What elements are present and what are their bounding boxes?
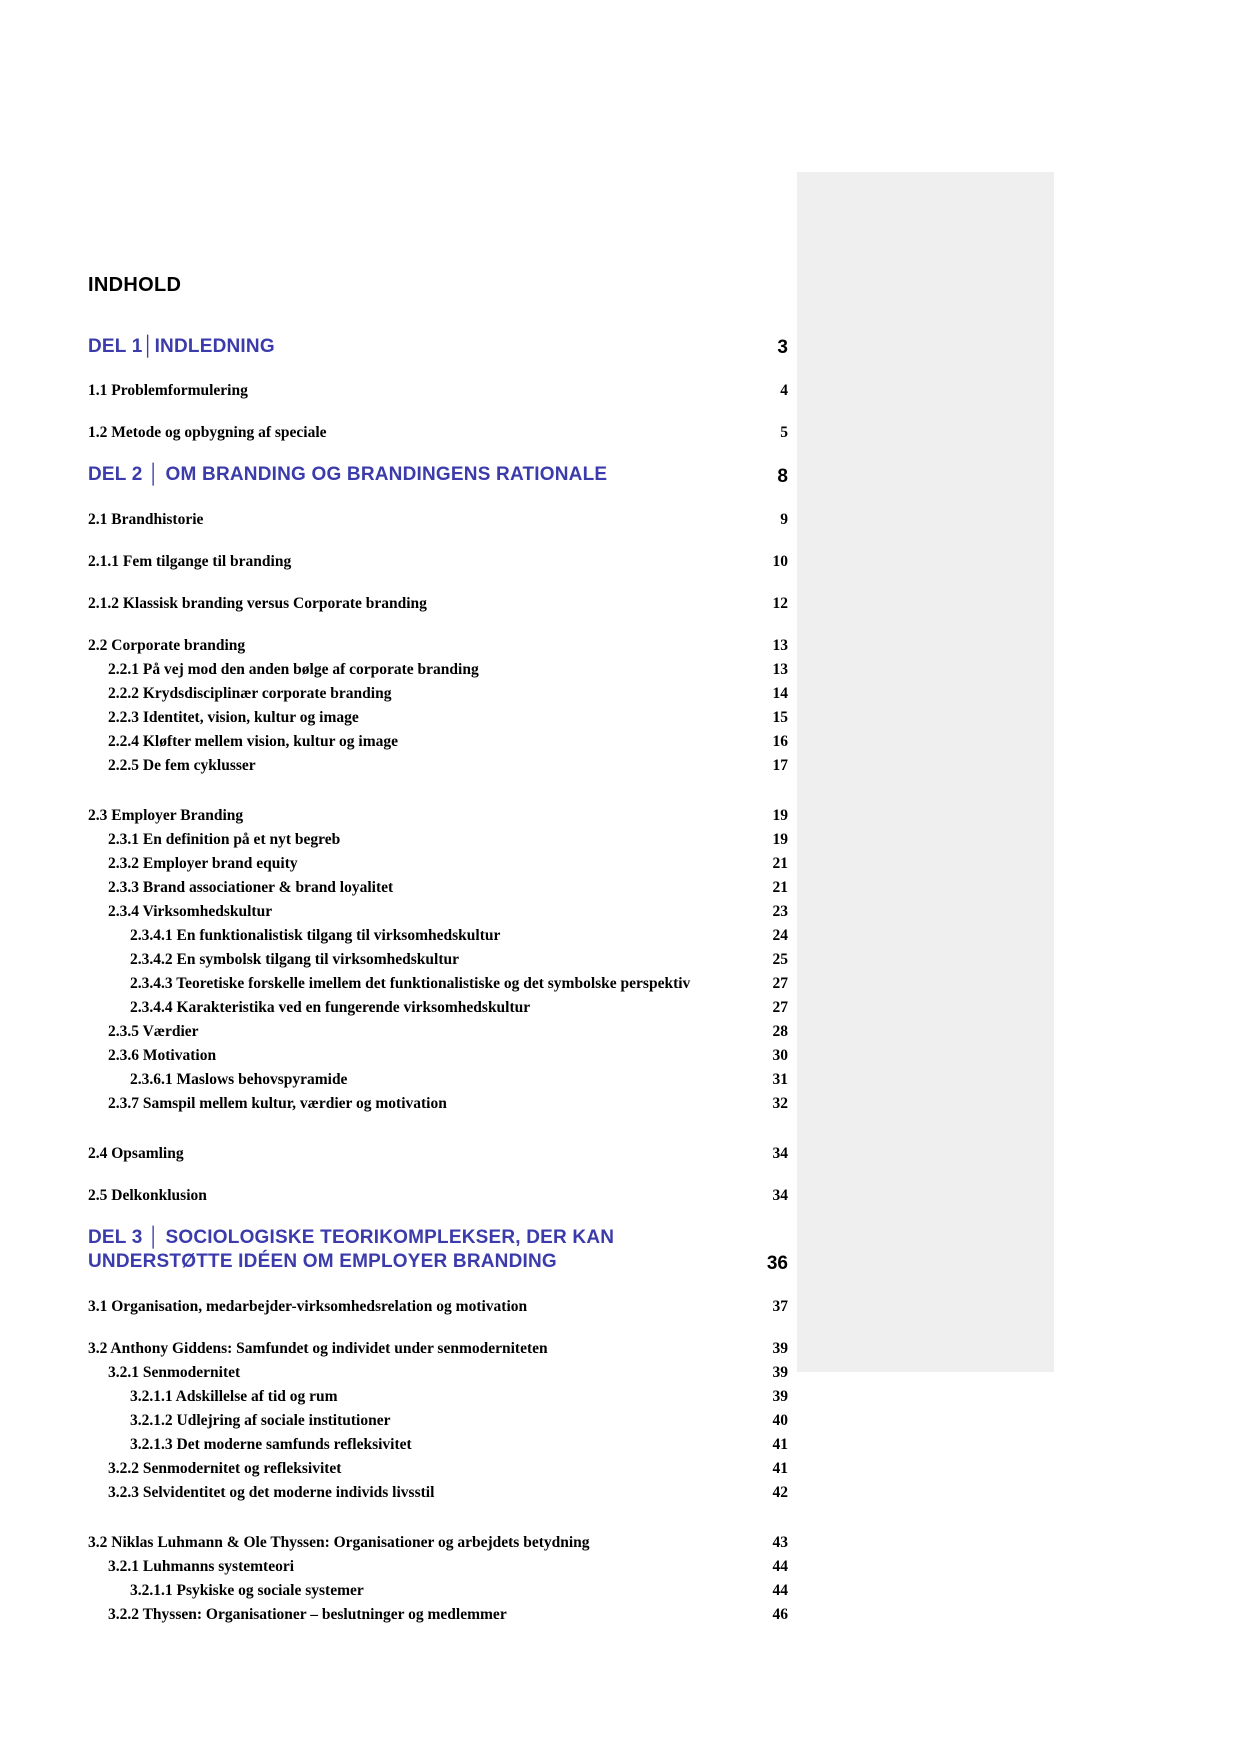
toc-entry-page-number: 21 [772, 854, 788, 872]
toc-entry-label[interactable]: 2.2.3 Identitet, vision, kultur og image [108, 708, 359, 726]
toc-entry-label[interactable]: 3.2.1 Luhmanns systemteori [108, 1557, 295, 1575]
toc-entry-label[interactable]: 2.4 Opsamling [88, 1145, 184, 1162]
toc-entry-page-number: 34 [772, 1187, 788, 1205]
toc-entry-label[interactable]: 2.5 Delkonklusion [88, 1187, 207, 1205]
toc-entry-page-number: 41 [772, 1459, 788, 1477]
toc-group [88, 550, 788, 574]
toc-entry-label[interactable]: 1.2 Metode og opbygning af speciale [88, 424, 327, 442]
toc-group [88, 634, 788, 778]
toc-entry-label[interactable]: 2.3.4.2 En symbolsk tilgang til virksomhedskultur [130, 950, 460, 968]
toc-entry[interactable] [88, 900, 788, 924]
toc-entry-label[interactable]: 2.3.6 Motivation [108, 1046, 217, 1064]
toc-entry[interactable] [88, 804, 788, 828]
toc-entry[interactable] [88, 1385, 788, 1409]
toc-entry-label[interactable]: 2.3.4.3 Teoretiske forskelle imellem det funktionalistiske og det symbolske perspektiv [130, 974, 691, 992]
toc-entry-page-number: 19 [772, 830, 788, 848]
toc-entry-label[interactable]: 2.2.4 Kløfter mellem vision, kultur og image [108, 732, 399, 750]
toc-entry[interactable] [88, 379, 788, 403]
toc-entry-page-number: 17 [772, 756, 788, 774]
toc-entry-page-number: 30 [772, 1046, 788, 1064]
toc-entry[interactable] [88, 1361, 788, 1385]
toc-entry[interactable] [88, 754, 788, 778]
toc-entry[interactable] [88, 508, 788, 532]
toc-entry[interactable] [88, 550, 788, 574]
toc-entry-page-number: 28 [772, 1022, 788, 1040]
toc-entry-label[interactable]: 2.3.3 Brand associationer & brand loyalitet [108, 878, 394, 896]
toc-group [88, 1295, 788, 1319]
toc-entry-page-number: 13 [772, 660, 788, 678]
toc-entry-label[interactable]: 2.1 Brandhistorie [88, 510, 204, 528]
toc-group [88, 592, 788, 616]
toc-entry[interactable] [88, 1433, 788, 1457]
toc-entry-page-number: 42 [772, 1483, 788, 1501]
toc-entry-page-number: 27 [772, 974, 788, 992]
toc-group [88, 1337, 788, 1505]
toc-entry-page-number: 41 [772, 1435, 788, 1453]
toc-entry-page-number: 34 [772, 1145, 788, 1162]
toc-entry[interactable] [88, 828, 788, 852]
toc-entry-page-number: 19 [772, 806, 788, 824]
toc-part-heading-row[interactable] [88, 463, 788, 487]
toc-group [88, 804, 788, 1116]
toc-entry-label[interactable]: 3.2.3 Selvidentitet og det moderne individs livsstil [108, 1483, 435, 1501]
toc-entry-label[interactable]: 2.2.2 Krydsdisciplinær corporate branding [108, 684, 392, 702]
toc-entry-page-number: 31 [772, 1070, 788, 1088]
toc-entry-label[interactable]: 3.2.2 Thyssen: Organisationer – beslutninger og medlemmer [108, 1605, 507, 1623]
toc-entry-label[interactable]: 2.2.1 På vej mod den anden bølge af corporate branding [108, 660, 479, 678]
toc-entry-page-number: 39 [772, 1339, 788, 1357]
toc-entry-label[interactable]: 3.2.2 Senmodernitet og refleksivitet [108, 1459, 342, 1477]
toc-entry-page-number: 4 [780, 382, 788, 400]
toc-entry-page-number: 46 [772, 1605, 788, 1623]
toc-part-page-number: 36 [766, 1252, 788, 1274]
toc-part-del2 [88, 463, 788, 487]
toc-entry-label[interactable]: 2.3.7 Samspil mellem kultur, værdier og motivation [108, 1094, 447, 1112]
toc-entry[interactable] [88, 682, 788, 706]
toc-entry[interactable] [88, 1555, 788, 1579]
toc-entry[interactable] [88, 1020, 788, 1044]
toc-entry[interactable] [88, 1457, 788, 1481]
toc-part-label[interactable]: DEL 3 │ SOCIOLOGISKE TEORIKOMPLEKSER, DER KAN UNDERSTØTTE IDÉEN OM EMPLOYER BRANDING [88, 1227, 615, 1273]
toc-entry[interactable] [88, 658, 788, 682]
toc-entry[interactable] [88, 1184, 788, 1208]
toc-entry-label[interactable]: 3.1 Organisation, medarbejder-virksomhedsrelation og motivation [88, 1297, 528, 1315]
toc-entry[interactable] [88, 730, 788, 754]
toc-group [88, 508, 788, 532]
toc-entry-label[interactable]: 2.3.4.1 En funktionalistisk tilgang til virksomhedskultur [130, 926, 501, 944]
toc-entry-page-number: 39 [772, 1363, 788, 1381]
toc-entry[interactable] [88, 1092, 788, 1116]
toc-entry[interactable] [88, 1603, 788, 1627]
toc-entry[interactable] [88, 1068, 788, 1092]
toc-entry-label[interactable]: 3.2.1.1 Psykiske og sociale systemer [130, 1581, 364, 1599]
toc-entry-page-number: 39 [772, 1387, 788, 1405]
toc-entry-page-number: 16 [772, 732, 788, 750]
toc-group [88, 1531, 788, 1627]
toc-entry-page-number: 44 [772, 1581, 788, 1599]
toc-entry-page-number: 24 [772, 926, 788, 944]
toc-entry-label[interactable]: 2.3.1 En definition på et nyt begreb [108, 830, 341, 848]
toc-entry-page-number: 5 [780, 424, 788, 442]
toc-entry[interactable] [88, 1579, 788, 1603]
toc-entry-label[interactable]: 2.3.2 Employer brand equity [108, 854, 298, 872]
toc-body [88, 335, 788, 1627]
toc-group [88, 1184, 788, 1208]
toc-part-del1 [88, 335, 788, 359]
toc-entry-page-number: 9 [780, 510, 788, 528]
toc-entry-page-number: 25 [772, 950, 788, 968]
toc-entry[interactable] [88, 1044, 788, 1068]
toc-entry-page-number: 12 [772, 594, 788, 612]
toc-entry-label[interactable]: 3.2.1 Senmodernitet [108, 1363, 241, 1381]
toc-part-heading-row[interactable] [88, 335, 788, 359]
toc-entry[interactable] [88, 1531, 788, 1555]
toc-entry[interactable] [88, 1481, 788, 1505]
toc-part-label[interactable]: DEL 2 │ OM BRANDING OG BRANDINGENS RATIONALE [88, 464, 608, 486]
toc-entry-page-number: 21 [772, 878, 788, 896]
toc-entry-page-number: 37 [772, 1297, 788, 1315]
toc-entry-page-number: 40 [772, 1411, 788, 1429]
toc-entry-label[interactable]: 3.2.1.3 Det moderne samfunds refleksivitet [130, 1435, 412, 1453]
toc-entry-label[interactable]: 2.1.1 Fem tilgange til branding [88, 552, 292, 570]
toc-entry[interactable] [88, 852, 788, 876]
toc-entry-label[interactable]: 2.1.2 Klassisk branding versus Corporate branding [88, 594, 427, 612]
toc-entry-label[interactable]: 3.2.1.2 Udlejring af sociale institutioner [130, 1411, 391, 1429]
decorative-side-band [797, 172, 1054, 1372]
toc-entry[interactable] [88, 924, 788, 948]
toc-entry-label[interactable]: 2.2 Corporate branding [88, 636, 246, 654]
toc-entry[interactable] [88, 996, 788, 1020]
toc-entry[interactable] [88, 634, 788, 658]
toc-entry-page-number: 13 [772, 636, 788, 654]
toc-part-label[interactable]: DEL 1│INDLEDNING [88, 336, 275, 357]
toc-entry-page-number: 14 [772, 684, 788, 702]
toc-group [88, 421, 788, 445]
toc-entry-label[interactable]: 2.3.6.1 Maslows behovspyramide [130, 1070, 348, 1088]
toc-group [88, 379, 788, 403]
toc-entry[interactable] [88, 972, 788, 996]
toc-entry-label[interactable]: 3.2.1.1 Adskillelse af tid og rum [130, 1387, 338, 1405]
toc-entry[interactable] [88, 948, 788, 972]
toc-entry-label[interactable]: 2.3.4.4 Karakteristika ved en fungerende virksomhedskultur [130, 998, 531, 1016]
toc-part-del3 [88, 1226, 788, 1275]
toc-entry-page-number: 44 [772, 1557, 788, 1575]
toc-entry-label[interactable]: 2.3 Employer Branding [88, 806, 244, 824]
toc-entry-label[interactable]: 2.3.4 Virksomhedskultur [108, 902, 273, 920]
toc-entry-label[interactable]: 2.2.5 De fem cyklusser [108, 756, 256, 774]
toc-entry[interactable] [88, 876, 788, 900]
toc-entry-label[interactable]: 2.3.5 Værdier [108, 1022, 199, 1040]
toc-part-page-number: 3 [777, 337, 788, 359]
toc-entry-page-number: 32 [772, 1094, 788, 1112]
toc-entry-label[interactable]: 3.2 Anthony Giddens: Samfundet og individet under senmoderniteten [88, 1339, 548, 1357]
toc-entry[interactable] [88, 1295, 788, 1319]
toc-entry-label[interactable]: 3.2 Niklas Luhmann & Ole Thyssen: Organisationer og arbejdets betydning [88, 1533, 590, 1551]
table-of-contents [88, 274, 788, 1653]
toc-part-heading-row[interactable] [88, 1226, 788, 1275]
toc-entry-page-number: 10 [772, 552, 788, 570]
toc-part-page-number: 8 [777, 465, 788, 487]
toc-entry[interactable] [88, 1142, 788, 1166]
page-title: INDHOLD [88, 274, 182, 296]
toc-entry[interactable] [88, 421, 788, 445]
toc-entry-page-number: 15 [772, 708, 788, 726]
toc-entry[interactable] [88, 1409, 788, 1433]
toc-entry[interactable] [88, 592, 788, 616]
toc-entry[interactable] [88, 706, 788, 730]
toc-entry[interactable] [88, 1337, 788, 1361]
toc-entry-page-number: 27 [772, 998, 788, 1016]
toc-entry-label[interactable]: 1.1 Problemformulering [88, 382, 248, 400]
toc-entry-page-number: 43 [772, 1533, 788, 1551]
toc-group [88, 1142, 788, 1166]
toc-entry-page-number: 23 [772, 902, 788, 920]
